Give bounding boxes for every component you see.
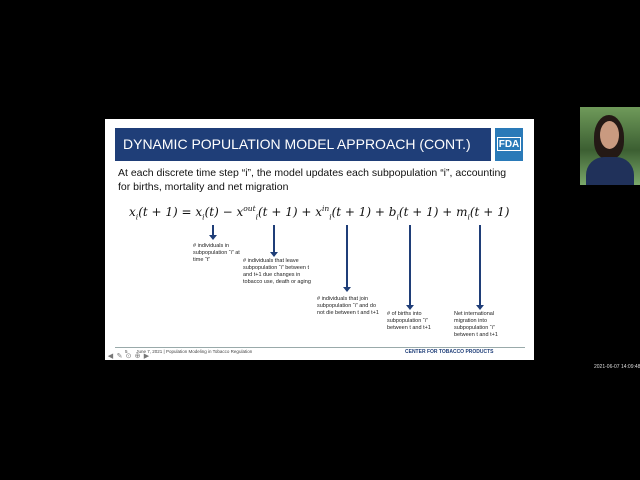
webcam-thumbnail [580,107,640,185]
footer-org: CENTER FOR TOBACCO PRODUCTS [405,349,494,355]
note-migration: Net international migration into subpopulation “i” between t and t+1 [454,311,498,338]
speaker-body [586,157,634,185]
note-joining-individuals: # individuals that join subpopulation “i” and do not die between t and t+1 [317,296,379,316]
note-leaving-individuals: # individuals that leave subpopulation “i” between t and t+1 due changes in tobacco use, death or aging [243,258,311,285]
slide-title: DYNAMIC POPULATION MODEL APPROACH (CONT.) [115,128,491,161]
zoom-icon[interactable]: ⊕ [134,352,141,360]
arrow-migration [479,225,481,306]
arrow-current [212,225,214,236]
pen-icon[interactable]: ✎ [116,352,123,360]
population-equation: $x_i(t + 1) = x_i(t) - x^{out}_i(t + 1) + x^{in}_i(t + 1) + b_i(t + 1) + m_i(t + 1)$ [129,204,510,222]
fda-logo [495,128,523,161]
view-icon[interactable]: ⊙ [125,352,132,360]
previous-slide-icon[interactable]: ◀ [107,352,114,360]
arrow-leave [273,225,275,253]
note-births: # of births into subpopulation “i” between t and t+1 [387,311,431,331]
footer-date-title: June 7, 2021 | Population Modeling in Tobacco Regulation [136,349,253,354]
arrow-join [346,225,348,288]
arrow-births [409,225,411,306]
slide-intro-text: At each discrete time step “i”, the model updates each subpopulation “i”, accounting for births, mortality and net migration [118,167,507,193]
next-slide-icon[interactable]: ▶ [143,352,150,360]
page-number: 5 [125,349,128,354]
slideshow-controls [107,351,150,361]
speaker-face [600,121,619,149]
presentation-slide [105,119,534,360]
note-current-individuals: # individuals in subpopulation “i” at time “t” [193,243,240,263]
footer-divider [115,347,525,348]
recording-timestamp: 2021-06-07 14:09:48 [594,364,640,370]
fda-logo-text: FDA [498,139,520,150]
